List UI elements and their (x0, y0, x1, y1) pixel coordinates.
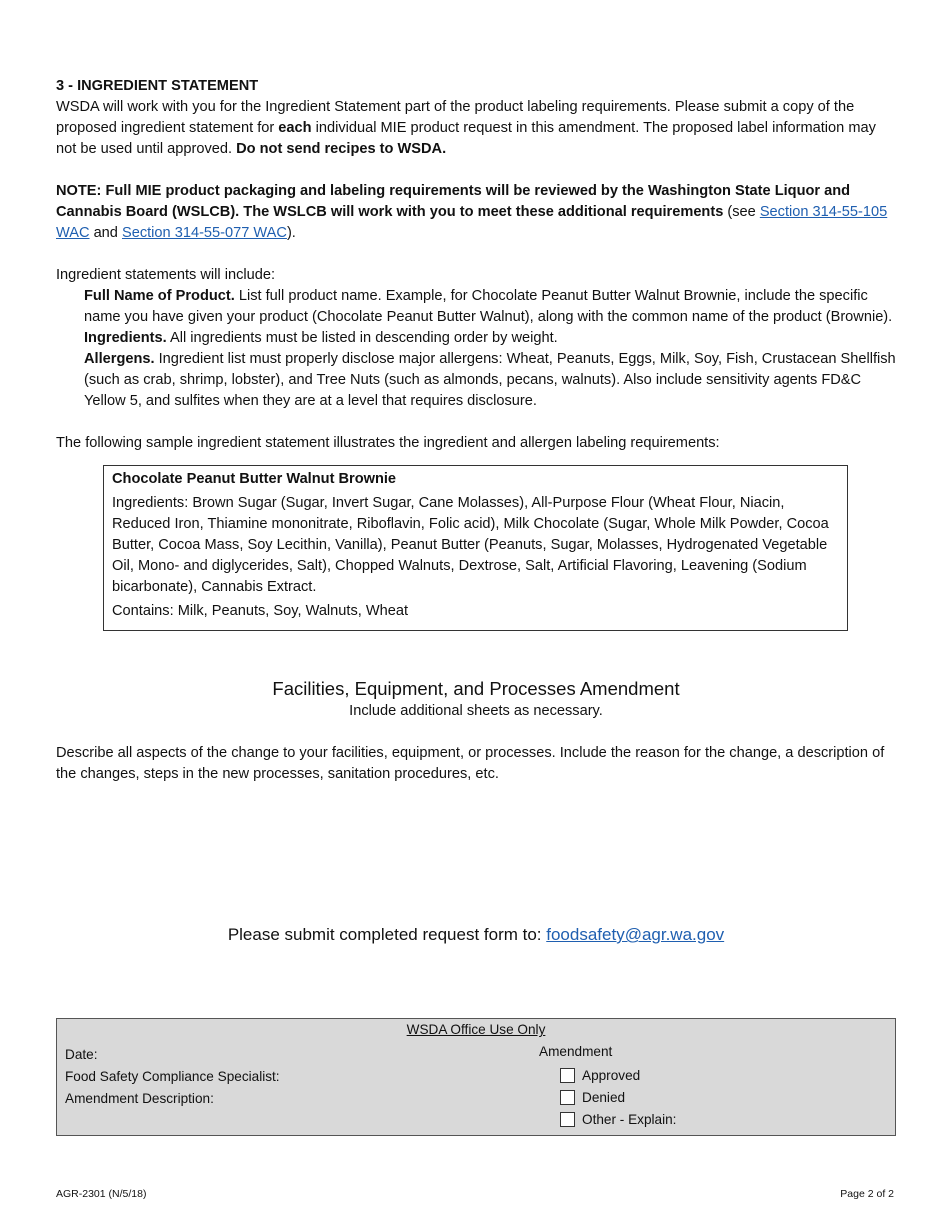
office-use-box (56, 1018, 896, 1136)
item-label: Full Name of Product. (84, 288, 235, 304)
submit-line (56, 923, 896, 947)
email-link[interactable]: foodsafety@agr.wa.gov (546, 925, 725, 944)
item-label: Allergens. (84, 351, 155, 367)
list-item-ingredients (84, 328, 896, 349)
intro-bold-end: Do not send recipes to WSDA. (236, 141, 447, 157)
option-denied[interactable] (560, 1086, 676, 1108)
note-close: ). (286, 225, 296, 241)
option-label: Other - Explain: (582, 1111, 677, 1127)
amendment-description-label: Amendment Description: (65, 1091, 214, 1106)
option-label: Denied (582, 1089, 626, 1105)
item-text: Ingredient list must properly disclose major allergens: Wheat, Peanuts, Eggs, Milk, Soy, Fish, Crustacean Shellfish (such as crab, shrimp, lobster), and Tree Nuts (such as almonds, pecans, walnuts). Also include sensitivity agents FD&C Yellow 5, and sulfites when they are at a level that requires disclosure. (84, 351, 896, 409)
option-label: Approved (582, 1067, 641, 1083)
option-approved[interactable] (560, 1064, 676, 1086)
date-label: Date: (65, 1047, 98, 1062)
office-use-fields (65, 1044, 280, 1110)
sample-product-name: Chocolate Peanut Butter Walnut Brownie (112, 471, 397, 487)
footer-form-id: AGR-2301 (N/5/18) (56, 1188, 147, 1200)
list-intro: Ingredient statements will include: (56, 267, 276, 283)
facilities-description: Describe all aspects of the change to your facilities, equipment, or processes. Include the reason for the change, a description of the changes, steps in the new processes, sanitation procedures, etc. (56, 745, 885, 782)
section-title: 3 - INGREDIENT STATEMENT (56, 78, 259, 94)
note-bold: NOTE: Full MIE product packaging and labeling requirements will be reviewed by the Washington State Liquor and Cannabis Board (WSLCB). The WSLCB will work with you to meet these additional requirements (56, 183, 851, 220)
sample-intro: The following sample ingredient statement illustrates the ingredient and allergen labeling requirements: (56, 435, 720, 451)
link-section-314-55-105[interactable]: Section 314-55-105 WAC (56, 204, 888, 241)
item-text: List full product name. Example, for Chocolate Peanut Butter Walnut Brownie, include the specific name you have given your product (Chocolate Peanut Butter Walnut), along with the common name of the product (Brownie). (84, 288, 893, 325)
other-checkbox[interactable] (560, 1112, 575, 1127)
list-item-allergens (84, 349, 896, 412)
note-see: (see (723, 204, 760, 220)
page-content (56, 76, 896, 947)
office-use-header: WSDA Office Use Only (406, 1022, 546, 1037)
link-section-314-55-077[interactable]: Section 314-55-077 WAC (121, 225, 287, 241)
intro-text-1: WSDA will work with you for the Ingredient Statement part of the product labeling requirements. Please submit a copy of the proposed ingredient statement for (56, 99, 855, 136)
sample-ingredients: Ingredients: Brown Sugar (Sugar, Invert Sugar, Cane Molasses), All-Purpose Flour (Wheat Flour, Niacin, Reduced Iron, Thiamine mononitrate, Riboflavin, Folic acid), Milk Chocolate (Sugar, Whole Milk Powder, Cocoa Butter, Cocoa Mass, Soy Lecithin, Vanilla), Peanut Butter (Peanuts, Sugar, Molasses, Hydrogenated Vegetable Oil, Mono- and diglycerides, Salt), Chopped Walnuts, Dextrose, Salt, Artificial Flavoring, Leavening (Sodium bicarbonate), Cannabis Extract. (112, 495, 829, 595)
sample-ingredient-statement-box (103, 465, 848, 631)
sample-contains: Contains: Milk, Peanuts, Soy, Walnuts, Wheat (112, 603, 409, 619)
item-text: All ingredients must be listed in descending order by weight. (166, 330, 558, 346)
amendment-label: Amendment (539, 1044, 613, 1059)
list-item-full-name (84, 286, 896, 328)
intro-text-2: individual MIE product request in this amendment. The proposed label information may not be used until approved. (56, 120, 876, 157)
item-label: Ingredients. (84, 330, 167, 346)
intro-bold-each: each (278, 120, 312, 136)
amendment-options (560, 1064, 676, 1130)
approved-checkbox[interactable] (560, 1068, 575, 1083)
note-and: and (89, 225, 122, 241)
intro-paragraph (56, 97, 896, 160)
facilities-title: Facilities, Equipment, and Processes Amendment (272, 678, 680, 699)
submit-text: Please submit completed request form to: (227, 925, 547, 944)
denied-checkbox[interactable] (560, 1090, 575, 1105)
option-other[interactable] (560, 1108, 676, 1130)
note-paragraph (56, 181, 896, 244)
facilities-subtitle: Include additional sheets as necessary. (349, 703, 603, 719)
specialist-label: Food Safety Compliance Specialist: (65, 1069, 280, 1084)
footer-page-number: Page 2 of 2 (840, 1188, 894, 1200)
